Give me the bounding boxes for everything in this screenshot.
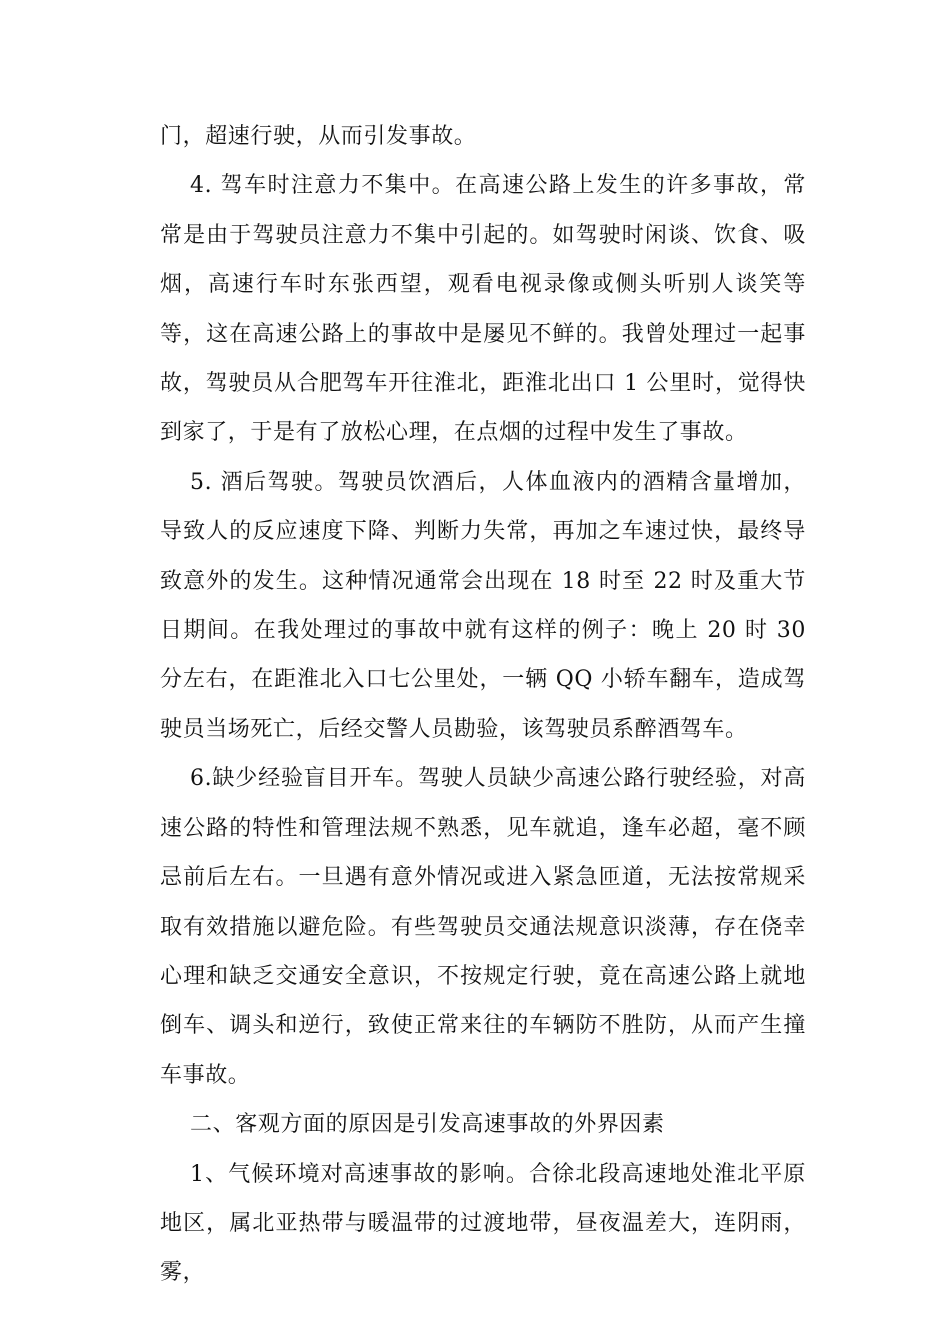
paragraph-distraction: 4. 驾车时注意力不集中。在高速公路上发生的许多事故，常常是由于驾驶员注意力不集中引起的。如驾驶时闲谈、饮食、吸烟，高速行车时东张西望，观看电视录像或侧头听别人谈笑等等，这在高速公路上的事故中是屡见不鲜的。我曾处理过一起事故，驾驶员从合肥驾车开往淮北，距淮北出口 1 公里时，觉得快到家了，于是有了放松心理，在点烟的过程中发生了事故。 [160, 173, 806, 446]
document-page [160, 112, 806, 1298]
paragraph-inexperience: 6.缺少经验盲目开车。驾驶人员缺少高速公路行驶经验，对高速公路的特性和管理法规不熟悉，见车就追，逢车必超，毫不顾忌前后左右。一旦遇有意外情况或进入紧急匝道，无法按常规采取有效措施以避危险。有些驾驶员交通法规意识淡薄，存在侥幸心理和缺乏交通安全意识，不按规定行驶，竟在高速公路上就地倒车、调头和逆行，致使正常来往的车辆防不胜防，从而产生撞车事故。 [160, 766, 806, 1088]
paragraph-climate: 1、气候环境对高速事故的影响。合徐北段高速地处淮北平原地区，属北亚热带与暖温带的过渡地带，昼夜温差大，连阴雨，雾， [160, 1161, 806, 1286]
section-heading-objective-causes: 二、客观方面的原因是引发高速事故的外界因素 [190, 1112, 665, 1138]
paragraph-continuation: 门，超速行驶，从而引发事故。 [160, 124, 477, 149]
paragraph-drunk-driving: 5. 酒后驾驶。驾驶员饮酒后，人体血液内的酒精含量增加，导致人的反应速度下降、判断力失常，再加之车速过快，最终导致意外的发生。这种情况通常会出现在 18 时至 22 时及重大节日期间。在我处理过的事故中就有这样的例子：晚上 20 时 30 分左右，在距淮北入口七公里处，一辆 QQ 小轿车翻车，造成驾驶员当场死亡，后经交警人员勘验，该驾驶员系醉酒驾车。 [160, 469, 806, 742]
